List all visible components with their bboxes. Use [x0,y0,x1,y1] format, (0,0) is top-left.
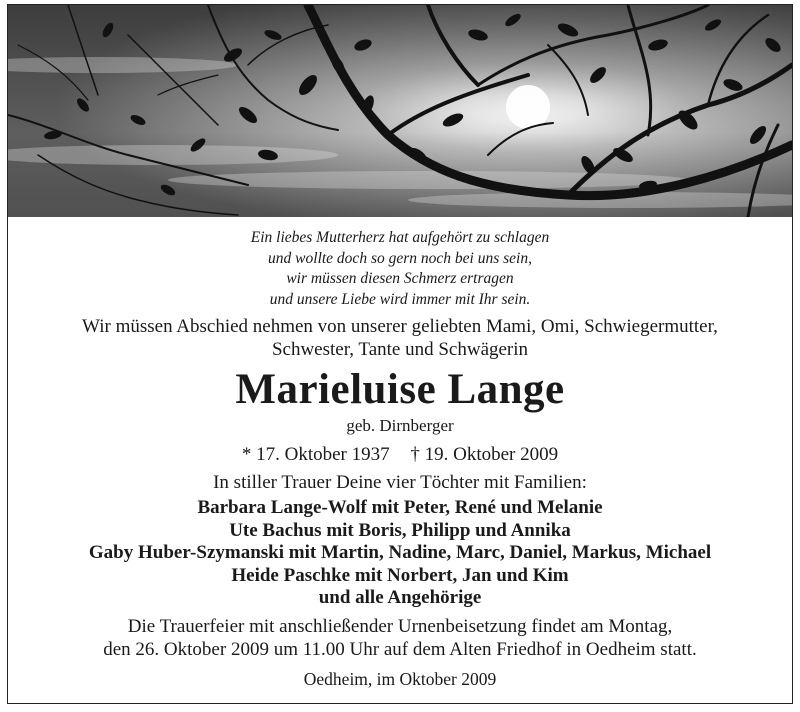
birth-name: geb. Dirnberger [346,416,454,435]
header-photo [8,5,792,217]
mourners-list [8,497,792,610]
family-line: und alle Angehörige [318,587,482,608]
place-date: Oedheim, im Oktober 2009 [303,668,497,689]
family-line: Barbara Lange-Wolf mit Peter, René und Melanie [197,497,603,518]
obituary-text [8,217,792,703]
tree-silhouette-image [8,5,792,217]
life-dates [8,443,792,467]
mourners-intro: In stiller Trauer Deine vier Töchter mit Familien: [213,472,587,493]
obituary-card [7,4,793,704]
memorial-poem [8,228,792,310]
family-line: Heide Paschke mit Norbert, Jan und Kim [231,564,569,586]
deceased-name: Marieluise Lange [235,366,565,413]
poem-line: Ein liebes Mutterherz hat aufgehört zu schlagen [250,229,550,246]
farewell-intro [8,315,792,361]
death-date: † 19. Oktober 2009 [410,444,559,465]
family-line: Ute Bachus mit Boris, Philipp und Annika [229,519,571,541]
intro-line: Wir müssen Abschied nehmen von unserer geliebten Mami, Omi, Schwiegermutter, [82,316,718,337]
poem-line: und wollte doch so gern noch bei uns sein, [268,249,532,267]
service-notice [8,615,792,661]
birth-date: * 17. Oktober 1937 [241,444,390,465]
poem-line: wir müssen diesen Schmerz ertragen [286,270,514,287]
family-line: Gaby Huber-Szymanski mit Martin, Nadine, Marc, Daniel, Markus, Michael [88,542,712,563]
service-line: Die Trauerfeier mit anschließender Urnenbeisetzung findet am Montag, [127,615,673,637]
poem-line: und unsere Liebe wird immer mit Ihr sein. [269,290,531,308]
service-line: den 26. Oktober 2009 um 11.00 Uhr auf dem Alten Friedhof in Oedheim statt. [103,638,697,660]
intro-line: Schwester, Tante und Schwägerin [271,339,529,360]
